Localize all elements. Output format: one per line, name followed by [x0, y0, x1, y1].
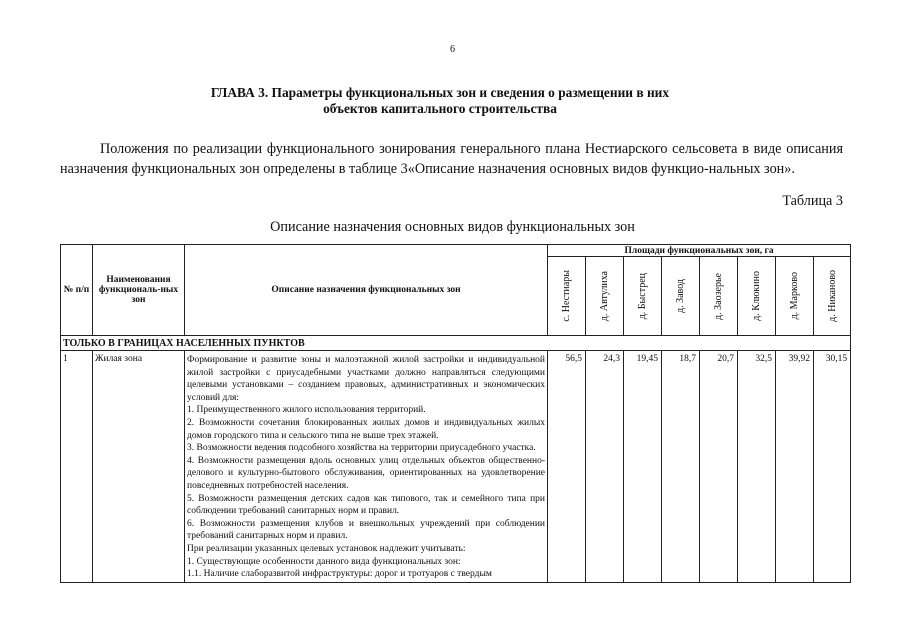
header-areas: Площади функциональных зон, га: [548, 245, 851, 257]
area-value: 19,45: [624, 351, 662, 583]
header-settlement: [814, 257, 851, 336]
description-line: 3. Возможности ведения подсобного хозяйства на территории приусадебного участка.: [187, 443, 536, 454]
area-value: 24,3: [586, 351, 624, 583]
description-line: 6. Возможности размещения клубов и внешкольных учреждений при соблюдении требований санитарных норм и правил.: [187, 518, 545, 542]
header-settlement: [624, 257, 662, 336]
section-title: ТОЛЬКО В ГРАНИЦАХ НАСЕЛЕННЫХ ПУНКТОВ: [61, 336, 851, 351]
description-line: 5. Возможности размещения детских садов как типового, так и семейного типа при соблюдении требований санитарных норм и правил.: [187, 493, 545, 517]
header-description: Описание назначения функциональных зон: [185, 245, 548, 336]
settlement-label: с. Нестиары: [561, 270, 572, 322]
settlement-label: д. Марково: [789, 272, 800, 320]
description-line: Формирование и развитие зоны и малоэтажной жилой застройки и индивидуальной жилой застройки с приусадебными участками должно направляться следующими целевыми установками – созданием правовых, административных и экономических условий для:: [187, 355, 545, 403]
settlement-label: д. Автулиха: [599, 270, 610, 322]
settlement-label: д. Заозерье: [713, 272, 724, 320]
table-row: [61, 351, 851, 583]
chapter-title: [120, 85, 760, 117]
header-settlement: [662, 257, 700, 336]
description-line: При реализации указанных целевых установок надлежит учитывать:: [187, 543, 466, 554]
table-label: Таблица 3: [782, 193, 843, 209]
area-value: 39,92: [776, 351, 814, 583]
description-line: 2. Возможности сочетания блокированных жилых домов и индивидуальных жилых домов городского типа и сельского типа не выше трех этажей.: [187, 417, 545, 441]
description-line: 1.1. Наличие слаборазвитой инфраструктуры: дорог и тротуаров с твердым: [187, 569, 492, 580]
area-value: 56,5: [548, 351, 586, 583]
settlement-label: д. Никаново: [826, 270, 838, 322]
area-value: 30,15: [814, 351, 851, 583]
header-settlement: [586, 257, 624, 336]
header-settlement: [738, 257, 776, 336]
description-line: 4. Возможности размещения вдоль основных улиц отдельных объектов общественно-делового и культурно-бытового обслуживания, ориентированных на удовлетворение повседневных потребностей населения.: [187, 455, 545, 491]
intro-paragraph: Положения по реализации функционального зонирования генерального плана Нестиарского сельсовета в виде описания назначения функциональных зон определены в таблице 3«Описание назначения основных видов функцио-нальных зон».: [60, 141, 843, 177]
row-description: [185, 351, 548, 583]
description-line: 1. Существующие особенности данного вида функциональных зон:: [187, 556, 461, 567]
chapter-title-line-2: объектов капитального строительства: [323, 101, 557, 116]
section-row: [61, 336, 851, 351]
table-title: Описание назначения основных видов функциональных зон: [270, 219, 635, 235]
header-zone-name: Наименования функциональ-ных зон: [93, 245, 185, 336]
settlement-label: д. Клюкино: [751, 271, 762, 321]
header-settlement: [700, 257, 738, 336]
description-line: 1. Преимущественного жилого использования территорий.: [187, 405, 426, 416]
table-header-row-1: [61, 245, 851, 257]
zones-table: [60, 244, 851, 583]
settlement-label: д. Завод: [675, 279, 686, 313]
row-zone-name: Жилая зона: [93, 351, 185, 583]
header-settlement: [548, 257, 586, 336]
page-number: 6: [450, 44, 455, 55]
area-value: 32,5: [738, 351, 776, 583]
row-number: 1: [61, 351, 93, 583]
settlement-label: д. Быстрец: [637, 272, 648, 320]
chapter-title-line-1: ГЛАВА 3. Параметры функциональных зон и сведения о размещении в них: [210, 85, 670, 100]
area-value: 18,7: [662, 351, 700, 583]
header-settlement: [776, 257, 814, 336]
area-value: 20,7: [700, 351, 738, 583]
header-num: № п/п: [61, 245, 93, 336]
